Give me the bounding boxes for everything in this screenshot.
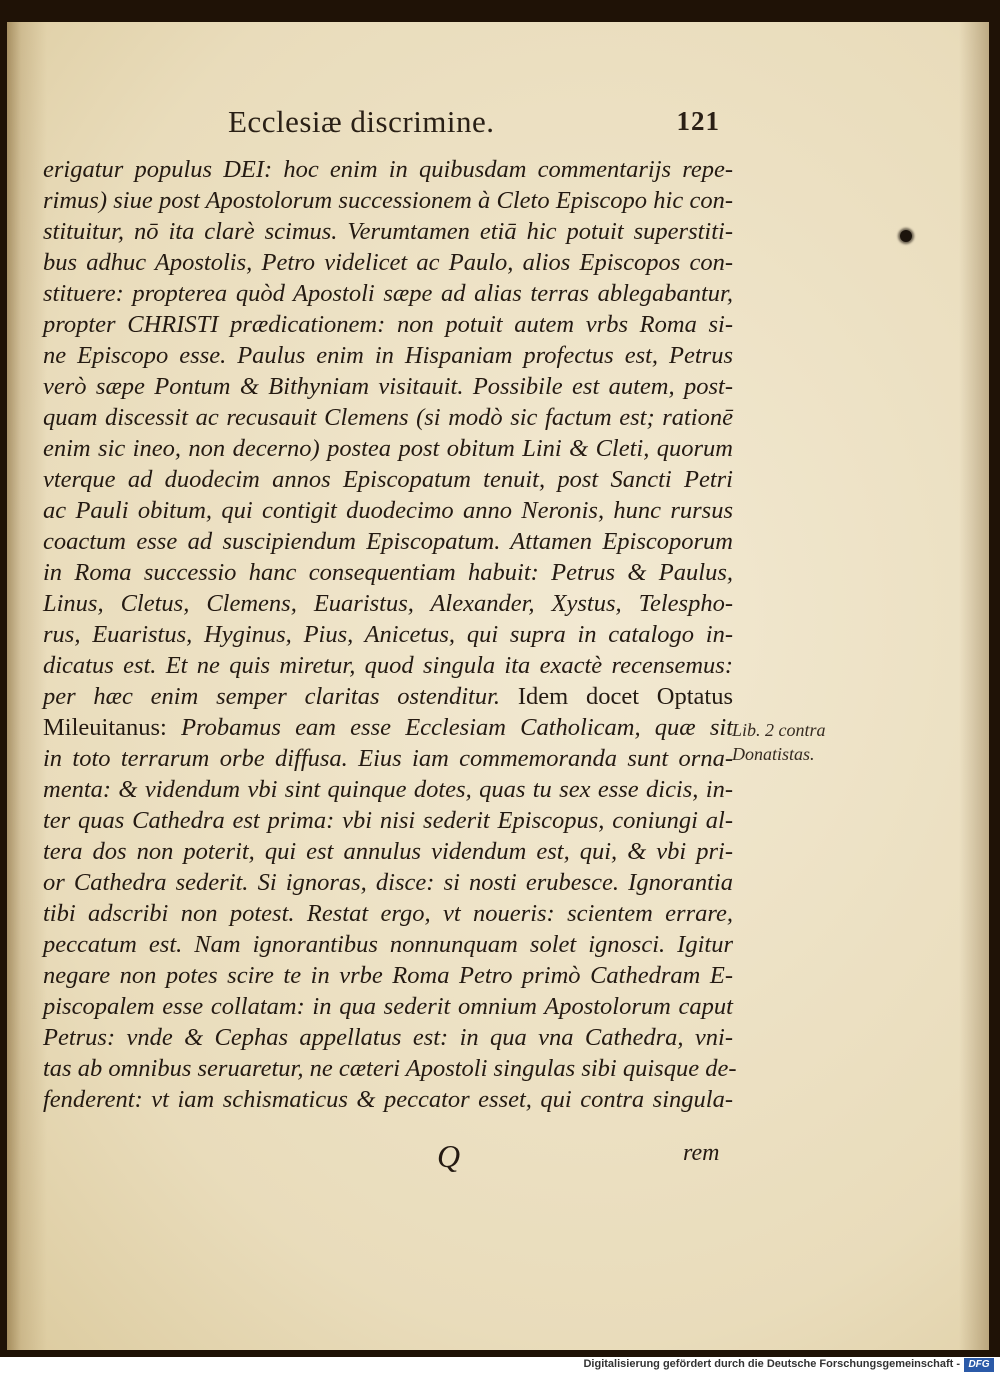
quotation-start: Probamus eam esse Ecclesiam Catholicam, quæ sit: [181, 714, 734, 741]
text-line: enim sic ineo, non decerno) postea post obitum Lini & Cleti, quorum: [43, 435, 733, 462]
text-line: piscopalem esse collatam: in qua sederit omnium Apostolorum caput: [43, 993, 733, 1020]
text-fragment-italic: per hæc enim semper claritas ostenditur.: [43, 683, 501, 710]
text-line: in toto terrarum orbe diffusa. Eius iam commemoranda sunt orna-: [43, 745, 733, 772]
text-line: ne Episcopo esse. Paulus enim in Hispaniam profectus est, Petrus: [43, 342, 733, 369]
text-line: vterque ad duodecim annos Episcopatum tenuit, post Sancti Petri: [43, 466, 733, 493]
text-fragment-roman: Idem docet Optatus: [517, 683, 733, 710]
text-line: ac Pauli obitum, qui contigit duodecimo anno Neronis, hunc rursus: [43, 497, 733, 524]
running-title: Ecclesiæ discrimine.: [228, 104, 495, 139]
body-text: [43, 154, 737, 1115]
text-line: propter CHRISTI prædicationem: non potuit autem vrbs Roma si-: [43, 311, 733, 338]
ink-blot: [900, 230, 912, 242]
text-line: ter quas Cathedra est prima: vbi nisi sederit Episcopus, coniungi al-: [43, 807, 733, 834]
text-line: menta: & videndum vbi sint quinque dotes, quas tu sex esse dicis, in-: [43, 776, 733, 803]
text-line: coactum esse ad suscipiendum Episcopatum. Attamen Episcoporum: [43, 528, 733, 555]
text-line: fenderent: vt iam schismaticus & peccator esset, qui contra singula-: [43, 1086, 733, 1113]
text-line-mixed: [43, 712, 733, 743]
text-line: rimus) siue post Apostolorum successionem à Cleto Episcopo hic con-: [43, 187, 733, 214]
text-line: quam discessit ac recusauit Clemens (si modò sic factum est; rationē: [43, 404, 733, 431]
text-line-mixed: [43, 681, 733, 712]
footer-credit: Digitalisierung gefördert durch die Deutsche Forschungsgemeinschaft -: [583, 1358, 960, 1370]
author-name: Mileuitanus:: [43, 714, 167, 741]
text-line: negare non potes scire te in vrbe Roma Petro primò Cathedram E-: [43, 962, 733, 989]
page-header: [220, 100, 720, 150]
text-line: bus adhuc Apostolis, Petro videlicet ac Paulo, alios Episcopos con-: [43, 249, 733, 276]
dfg-logo[interactable]: DFG: [964, 1358, 994, 1372]
catchword: rem: [683, 1140, 720, 1166]
text-line: or Cathedra sederit. Si ignoras, disce: si nosti erubesce. Ignorantia: [43, 869, 733, 896]
text-line: stituitur, nō ita clarè scimus. Verumtamen etiā hic potuit superstiti-: [43, 218, 733, 245]
text-line: tas ab omnibus seruaretur, ne cæteri Apostoli singulas sibi quisque de-: [43, 1055, 737, 1082]
text-line: in Roma successio hanc consequentiam habuit: Petrus & Paulus,: [43, 559, 733, 586]
text-line: erigatur populus DEI: hoc enim in quibusdam commentarijs repe-: [43, 156, 733, 183]
text-line: Linus, Cletus, Clemens, Euaristus, Alexander, Xystus, Telespho-: [43, 590, 733, 617]
margin-note-line: Lib. 2 contra: [732, 720, 826, 740]
page-number: 121: [676, 106, 720, 136]
text-line: Petrus: vnde & Cephas appellatus est: in qua vna Cathedra, vni-: [43, 1024, 733, 1051]
text-line: dicatus est. Et ne quis miretur, quod singula ita exactè recensemus:: [43, 652, 733, 679]
text-line: rus, Euaristus, Hyginus, Pius, Anicetus, qui supra in catalogo in-: [43, 621, 733, 648]
text-line: peccatum est. Nam ignorantibus nonnunquam solet ignosci. Igitur: [43, 931, 733, 958]
text-line: tera dos non poterit, qui est annulus videndum est, qui, & vbi pri-: [43, 838, 733, 865]
text-line: tibi adscribi non potest. Restat ergo, vt noueris: scientem errare,: [43, 900, 733, 927]
margin-note: [732, 718, 852, 766]
text-line: verò sæpe Pontum & Bithyniam visitauit. Possibile est autem, post-: [43, 373, 733, 400]
text-line: stituere: propterea quòd Apostoli sæpe ad alias terras ablegabantur,: [43, 280, 733, 307]
margin-note-line: Donatistas.: [732, 744, 815, 764]
footer: [0, 1357, 1000, 1374]
signature-mark: Q: [437, 1138, 461, 1174]
